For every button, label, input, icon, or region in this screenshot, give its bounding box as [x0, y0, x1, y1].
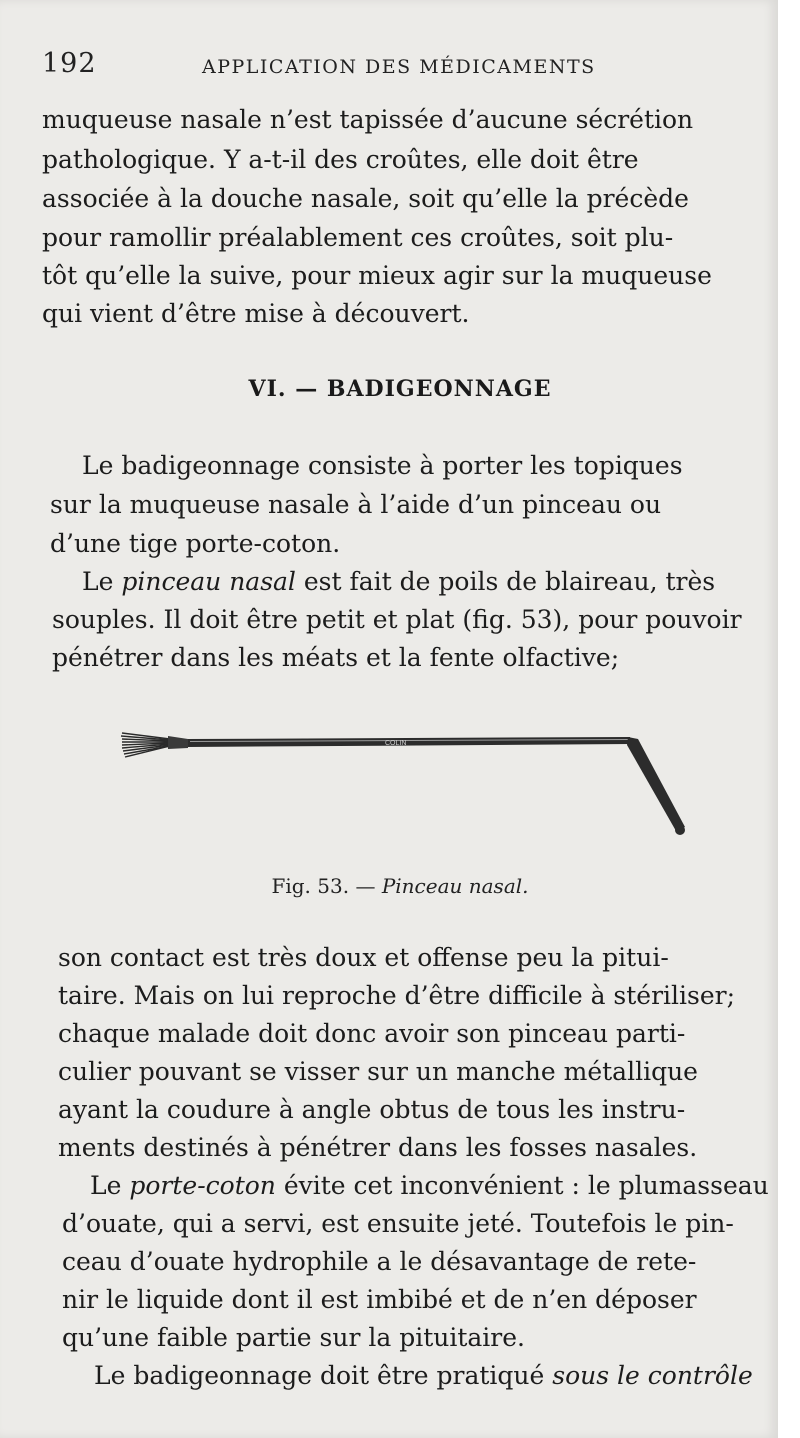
page-margin — [778, 0, 800, 1438]
text-line: pour ramollir préalablement ces croûtes, soit plu- — [42, 223, 674, 252]
text-segment: est fait de poils de blaireau, très — [295, 567, 716, 596]
text-line: chaque malade doit donc avoir son pinceau parti- — [58, 1019, 686, 1048]
text-line: souples. Il doit être petit et plat (fig. 53), pour pouvoir — [52, 605, 742, 634]
page-header — [42, 48, 742, 88]
nasal-brush-figure — [110, 715, 700, 855]
section-heading: VI. — BADIGEONNAGE — [248, 376, 552, 402]
handle-tip-end — [675, 825, 685, 835]
text-segment: Le — [82, 567, 122, 596]
text-line: taire. Mais on lui reproche d’être difficile à stériliser; — [58, 981, 736, 1010]
text-line: son contact est très doux et offense peu la pitui- — [58, 943, 669, 972]
italic-term: pinceau nasal — [121, 567, 296, 596]
brush-ferrule — [168, 736, 188, 749]
brush-bristles — [121, 733, 170, 757]
text-line: muqueuse nasale n’est tapissée d’aucune sécrétion — [42, 105, 694, 134]
text-line: ayant la coudure à angle obtus de tous les instru- — [58, 1095, 686, 1124]
running-title: APPLICATION DES MÉDICAMENTS — [202, 56, 596, 78]
text-line — [82, 564, 715, 600]
text-line: Le badigeonnage consiste à porter les topiques — [82, 451, 683, 480]
text-segment: Le badigeonnage doit être pratiqué — [94, 1361, 553, 1390]
text-segment: évite cet inconvénient : le plumasseau — [275, 1171, 769, 1200]
caption-label: Fig. 53. — — [271, 874, 376, 898]
text-line: pathologique. Y a-t-il des croûtes, elle doit être — [42, 145, 639, 174]
page-number: 192 — [42, 48, 97, 79]
caption-title: Pinceau nasal. — [381, 874, 529, 898]
text-line: qui vient d’être mise à découvert. — [42, 299, 470, 328]
italic-term: porte-coton — [129, 1171, 276, 1200]
brush-handle — [188, 737, 632, 747]
text-line: associée à la douche nasale, soit qu’elle la précède — [42, 184, 689, 213]
text-line: sur la muqueuse nasale à l’aide d’un pinceau ou — [50, 490, 662, 519]
text-line: qu’une faible partie sur la pituitaire. — [62, 1323, 525, 1352]
text-line: d’une tige porte-coton. — [50, 529, 341, 558]
text-line: ceau d’ouate hydrophile a le désavantage de rete- — [62, 1247, 697, 1276]
text-line: ments destinés à pénétrer dans les fosses nasales. — [58, 1133, 698, 1162]
text-line: pénétrer dans les méats et la fente olfactive; — [52, 643, 620, 672]
text-line: d’ouate, qui a servi, est ensuite jeté. Toutefois le pin- — [62, 1209, 734, 1238]
text-line: culier pouvant se visser sur un manche métallique — [58, 1057, 698, 1086]
text-line: tôt qu’elle la suive, pour mieux agir sur la muqueuse — [42, 261, 712, 290]
text-line: nir le liquide dont il est imbibé et de n’en déposer — [62, 1285, 697, 1314]
italic-term: sous le contrôle — [552, 1361, 753, 1390]
text-segment: Le — [90, 1171, 130, 1200]
text-line — [90, 1168, 769, 1204]
text-line — [94, 1358, 753, 1394]
figure-caption — [0, 874, 800, 898]
handle-bent-tip — [627, 737, 685, 831]
engraved-mark: COLIN — [385, 740, 407, 747]
